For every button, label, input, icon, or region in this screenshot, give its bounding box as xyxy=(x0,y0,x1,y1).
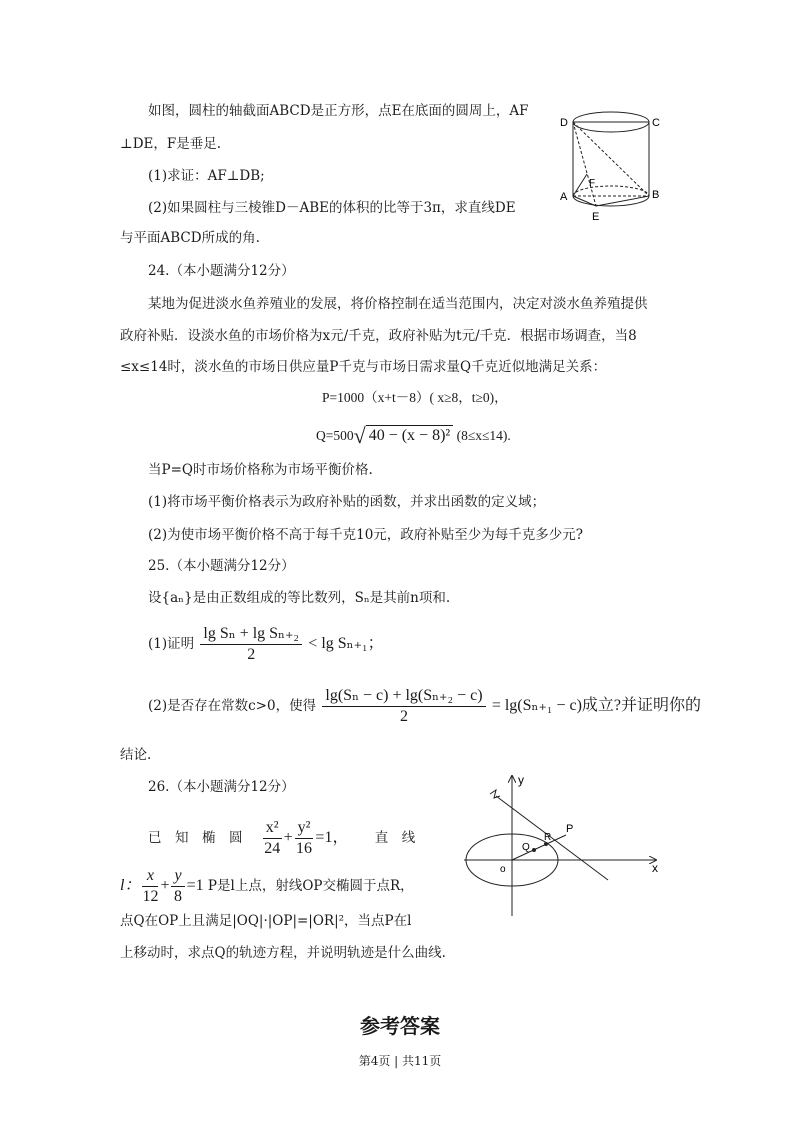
q24-line-3: ≤x≤14时，淡水鱼的市场日供应量P千克与市场日需求量Q千克近似地满足关系： xyxy=(120,359,607,375)
q23-part-1: (1)求证：AF⊥DB; xyxy=(148,168,265,184)
line-rhs: =1 xyxy=(186,877,204,894)
part-2-label: (2)是否存在常数c>0，使得 xyxy=(148,698,317,714)
q23-part-2: (2)如果圆柱与三棱锥D－ABE的体积的比等于3π，求直线DE xyxy=(148,200,516,216)
line-term-y xyxy=(171,866,184,907)
line-intro: 直 线 xyxy=(374,830,416,846)
line-description: P是l上点，射线OP交椭圆于点R， xyxy=(207,878,414,894)
part-1-fraction xyxy=(200,624,302,665)
q26-header: 26.（本小题满分12分） xyxy=(148,779,295,795)
ellipse-rhs: =1， xyxy=(315,829,349,846)
q25-part-1 xyxy=(148,624,384,665)
label-d: D xyxy=(560,117,568,129)
q24-part-2: (2)为使市场平衡价格不高于每千克10元，政府补贴至少为每千克多少元? xyxy=(148,527,584,543)
demand-lhs: Q=500 xyxy=(316,428,354,443)
point-r-label: R xyxy=(544,832,552,843)
q24-line-1: 某地为促进淡水鱼养殖业的发展，将价格控制在适当范围内，决定对淡水鱼养殖提供 xyxy=(148,296,648,312)
part-1-rhs: < lg Sₙ₊₁； xyxy=(308,635,384,652)
q26-line-2: l： $\frac{x}{12}$ + $\frac{y}{8}$ =1 P是l上点，射线OP交椭圆于点R， xyxy=(120,867,414,905)
term-numerator: x xyxy=(142,866,158,887)
q24-header: 24.（本小题满分12分） xyxy=(148,263,295,279)
q25-line-1: 设{aₙ}是由正数组成的等比数列，Sₙ是其前n项和. xyxy=(148,590,451,606)
q26-line-1: 已 知 椭 圆 $\frac{\text{x²}}{24}$ + $\frac{\text{y²}}{16}$ =1， 直 线 xyxy=(148,819,416,857)
ellipse-term-x xyxy=(263,818,282,859)
q24-line-2: 政府补贴．设淡水鱼的市场价格为x元/千克，政府补贴为t元/千克．根据市场调查，当8 xyxy=(120,328,637,344)
origin-label: o xyxy=(500,864,506,875)
term-denominator: 12 xyxy=(142,888,159,905)
q25-header: 25.（本小题满分12分） xyxy=(148,558,295,574)
q24-line-4: 当P=Q时市场价格称为市场平衡价格. xyxy=(148,462,373,478)
demand-domain: (8≤x≤14). xyxy=(456,428,511,443)
q25-conclusion: 结论. xyxy=(120,747,152,763)
label-b: B xyxy=(652,189,660,201)
q23-line-1: 如图，圆柱的轴截面ABCD是正方形，点E在底面的圆周上，AF xyxy=(148,103,529,119)
term-denominator: 8 xyxy=(174,888,183,905)
ellipse-term-y xyxy=(295,818,314,859)
answer-title: 参考答案 xyxy=(360,1014,440,1038)
ellipse-intro: 已 知 椭 圆 xyxy=(148,830,243,846)
term-numerator: y xyxy=(171,866,184,887)
point-p-label: P xyxy=(566,823,574,835)
point-q-label: Q xyxy=(522,842,530,853)
fraction-numerator: lg(Sₙ − c) + lg(Sₙ₊₂ − c) xyxy=(322,686,485,707)
label-f: F xyxy=(589,178,596,189)
fraction-denominator: 2 xyxy=(247,646,256,663)
page-footer: 第4页 | 共11页 xyxy=(358,1054,442,1068)
q24-part-1: (1)将市场平衡价格表示为政府补贴的函数，并求出函数的定义域； xyxy=(148,494,546,510)
line-label: l： xyxy=(120,877,141,894)
q26-line-4: 上移动时，求点Q的轨迹方程，并说明轨迹是什么曲线. xyxy=(120,945,446,961)
line-term-x xyxy=(142,866,158,907)
term-numerator: x² xyxy=(263,818,282,839)
axis-x-label: x xyxy=(652,861,658,875)
label-e: E xyxy=(592,211,600,223)
term-numerator: y² xyxy=(295,818,314,839)
q25-part-2 xyxy=(148,686,701,727)
q23-line-2: ⊥DE，F是垂足. xyxy=(120,136,222,152)
label-c: C xyxy=(652,117,660,129)
fraction-denominator: 2 xyxy=(399,708,408,725)
cylinder-figure xyxy=(556,100,666,228)
part-2-rhs: = lg(Sₙ₊₁ − c)成立?并证明你的 xyxy=(491,697,702,714)
demand-root: 40 − (x − 8)² xyxy=(366,425,454,446)
q24-eq-demand: Q=500√ 40 − (x − 8)² (8≤x≤14). xyxy=(316,423,511,448)
part-2-fraction xyxy=(322,686,485,727)
term-denominator: 16 xyxy=(296,840,313,857)
q26-line-3: 点Q在OP上且满足|OQ|·|OP|=|OR|²，当点P在l xyxy=(120,913,412,929)
q24-eq-supply: P=1000（x+t－8）( x≥8，t≥0)， xyxy=(322,390,508,405)
ellipse-figure xyxy=(460,770,670,920)
term-denominator: 24 xyxy=(264,840,281,857)
fraction-numerator: lg Sₙ + lg Sₙ₊₂ xyxy=(200,624,302,645)
part-1-label: (1)证明 xyxy=(148,636,195,652)
q23-part-2-cont: 与平面ABCD所成的角. xyxy=(120,230,260,246)
label-a: A xyxy=(560,191,568,203)
axis-y-label: y xyxy=(518,773,524,787)
